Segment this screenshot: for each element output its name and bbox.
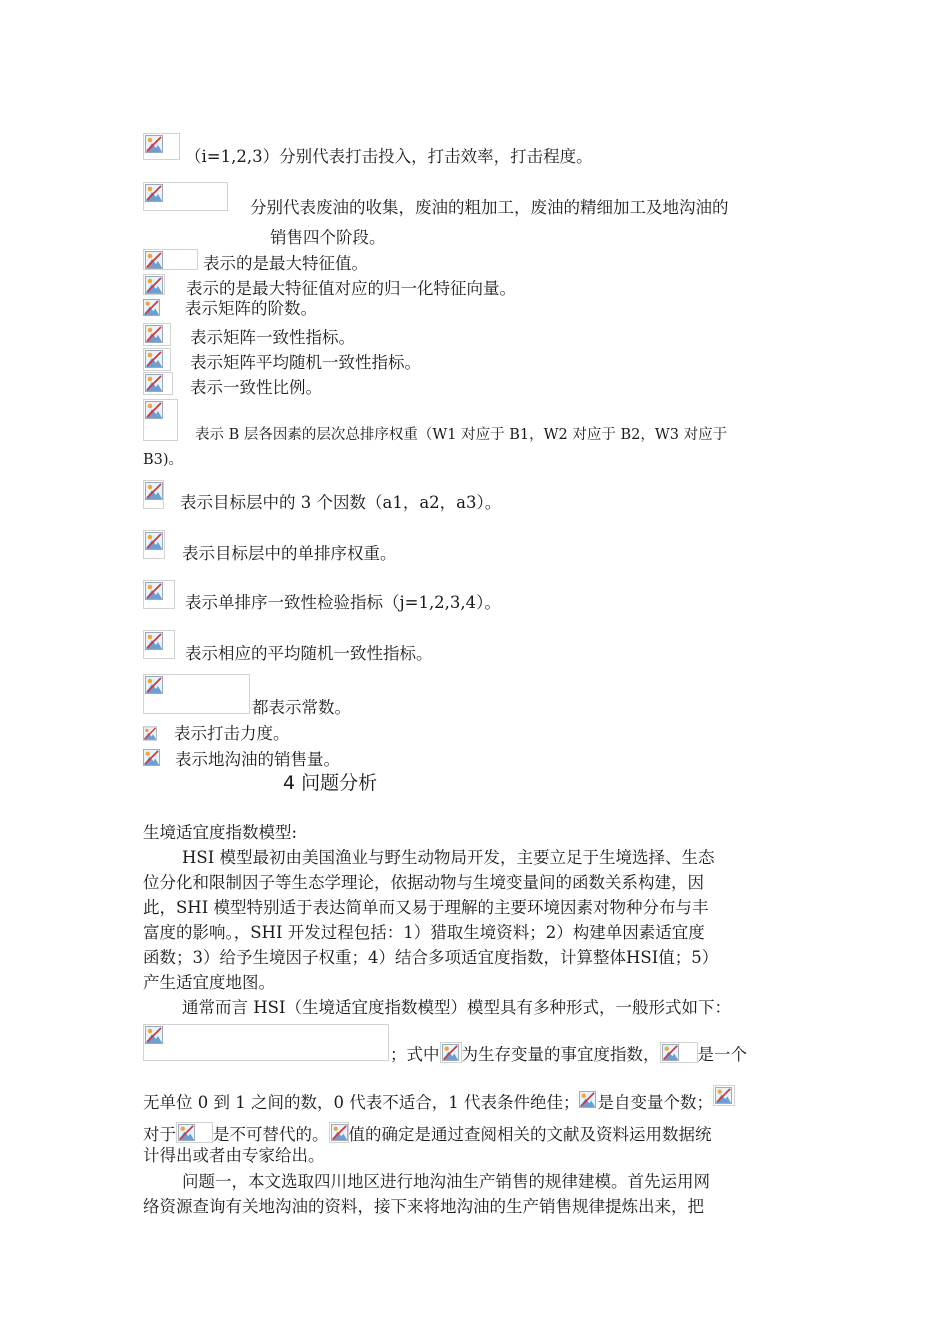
broken-image-icon — [145, 184, 163, 202]
definition-line-16: 表示地沟油的销售量。 — [175, 750, 340, 769]
paragraph-2-line-3 — [143, 1122, 712, 1146]
broken-image-icon — [143, 725, 157, 742]
broken-image-icon — [662, 1044, 679, 1061]
broken-image-icon — [143, 299, 160, 316]
paragraph-1-line-3: 此，SHI 模型特别适于表达简单而又易于理解的主要环境因素对物种分布与丰 — [143, 898, 709, 917]
definition-line-3: 表示的是最大特征值。 — [203, 254, 368, 273]
broken-image-icon — [145, 251, 163, 269]
formula-image-12 — [143, 580, 175, 609]
definition-line-15: 表示打击力度。 — [174, 724, 290, 743]
definition-line-6: 表示矩阵一致性指标。 — [190, 328, 355, 347]
broken-image-icon — [145, 350, 163, 368]
paragraph-2-line-1: 通常而言 HSI（生境适宜度指数模型）模型具有多种形式，一般形式如下： — [182, 998, 731, 1017]
definition-line-14: 都表示常数。 — [252, 698, 351, 717]
inline-formula-image — [660, 1042, 698, 1063]
formula-image-8 — [143, 372, 173, 395]
broken-image-icon — [145, 582, 163, 600]
text-segment: 无单位 0 到 1 之间的数，0 代表不适合，1 代表条件绝佳； — [143, 1093, 580, 1112]
definition-line-5: 表示矩阵的阶数。 — [185, 299, 317, 318]
broken-image-icon — [145, 532, 163, 550]
body-subtitle: 生境适宜度指数模型: — [143, 823, 298, 842]
definition-line-7: 表示矩阵平均随机一致性指标。 — [190, 353, 421, 372]
broken-image-icon — [145, 676, 163, 694]
paragraph-1-line-6: 产生适宜度地图。 — [143, 973, 275, 992]
broken-image-icon — [331, 1124, 348, 1141]
broken-image-icon — [145, 135, 163, 153]
text-segment: 对于 — [143, 1125, 176, 1144]
formula-image-4 — [143, 274, 165, 295]
text-segment: 是不可替代的。 — [213, 1125, 329, 1144]
broken-image-icon — [145, 401, 163, 419]
formula-image-2 — [143, 182, 228, 211]
paragraph-1-line-1: HSI 模型最初由美国渔业与野生动物局开发，主要立足于生境选择、生态 — [182, 848, 715, 867]
paragraph-3-line-2: 络资源查询有关地沟油的资料，接下来将地沟油的生产销售规律提炼出来，把 — [143, 1197, 704, 1216]
text-segment: ；式中 — [390, 1045, 440, 1064]
broken-image-icon — [145, 325, 163, 343]
formula-image-6 — [143, 323, 171, 346]
paragraph-3-line-1: 问题一，本文选取四川地区进行地沟油生产销售的规律建模。首先运用网 — [182, 1172, 710, 1191]
hsi-formula-image — [143, 1024, 389, 1061]
formula-image-16 — [143, 749, 161, 767]
definition-line-11: 表示目标层中的单排序权重。 — [182, 544, 397, 563]
definition-line-1: （i=1,2,3）分别代表打击投入，打击效率，打击程度。 — [185, 147, 593, 166]
paragraph-1-line-4: 富度的影响。，SHI 开发过程包括：1）猎取生境资料；2）构建单因素适宜度 — [143, 923, 705, 942]
broken-image-icon — [143, 749, 160, 766]
paragraph-2-formula-line — [390, 1042, 747, 1066]
paragraph-1-line-5: 函数；3）给予生境因子权重；4）结合多项适宜度指数，计算整体HSI值；5） — [143, 948, 719, 967]
text-segment: 值的确定是通过查阅相关的文献及资料运用数据统 — [348, 1125, 712, 1144]
definition-line-2: 分别代表废油的收集，废油的粗加工，废油的精细加工及地沟油的 — [250, 198, 729, 217]
broken-image-icon — [145, 1026, 163, 1044]
formula-image-7 — [143, 348, 171, 371]
paragraph-2-line-2 — [143, 1085, 735, 1114]
broken-image-icon — [145, 276, 163, 294]
formula-image-11 — [143, 530, 165, 559]
definition-line-10: 表示目标层中的 3 个因数（a1，a2，a3）。 — [180, 493, 502, 512]
definition-line-9-cont: B3)。 — [143, 452, 184, 468]
formula-image-10 — [143, 480, 164, 509]
text-segment: 为生存变量的事宜度指数， — [461, 1045, 660, 1064]
broken-image-icon — [145, 374, 163, 392]
broken-image-icon — [178, 1124, 195, 1141]
inline-formula-image — [329, 1122, 349, 1143]
definition-line-9: 表示 B 层各因素的层次总排序权重（W1 对应于 B1，W2 对应于 B2，W3 对应于 — [195, 427, 728, 443]
inline-formula-image — [579, 1090, 597, 1111]
text-segment: 是自变量个数； — [597, 1093, 713, 1112]
formula-image-9 — [143, 399, 178, 441]
formula-image-14 — [143, 674, 250, 714]
paragraph-1-line-2: 位分化和限制因子等生态学理论，依据动物与生境变量间的函数关系构建，因 — [143, 873, 704, 892]
definition-line-4: 表示的是最大特征值对应的归一化特征向量。 — [186, 279, 516, 298]
paragraph-2-line-4: 计得出或者由专家给出。 — [143, 1146, 325, 1165]
definition-line-13: 表示相应的平均随机一致性指标。 — [185, 644, 433, 663]
definition-line-12: 表示单排序一致性检验指标（j=1,2,3,4）。 — [185, 593, 501, 612]
inline-formula-image — [440, 1042, 462, 1063]
broken-image-icon — [579, 1091, 596, 1108]
text-segment: 是一个 — [697, 1045, 747, 1064]
broken-image-icon — [715, 1087, 732, 1104]
definition-line-2-cont: 销售四个阶段。 — [270, 228, 386, 247]
formula-image-3 — [143, 249, 198, 270]
formula-image-13 — [143, 630, 175, 659]
inline-formula-image — [176, 1122, 213, 1143]
section-heading: 4 问题分析 — [283, 772, 378, 794]
broken-image-icon — [145, 632, 163, 650]
inline-formula-image — [713, 1085, 735, 1106]
definition-line-8: 表示一致性比例。 — [190, 378, 322, 397]
formula-image-5 — [143, 299, 161, 317]
formula-image-15 — [143, 725, 157, 743]
broken-image-icon — [442, 1044, 459, 1061]
formula-image-1 — [143, 133, 180, 160]
broken-image-icon — [145, 482, 163, 500]
